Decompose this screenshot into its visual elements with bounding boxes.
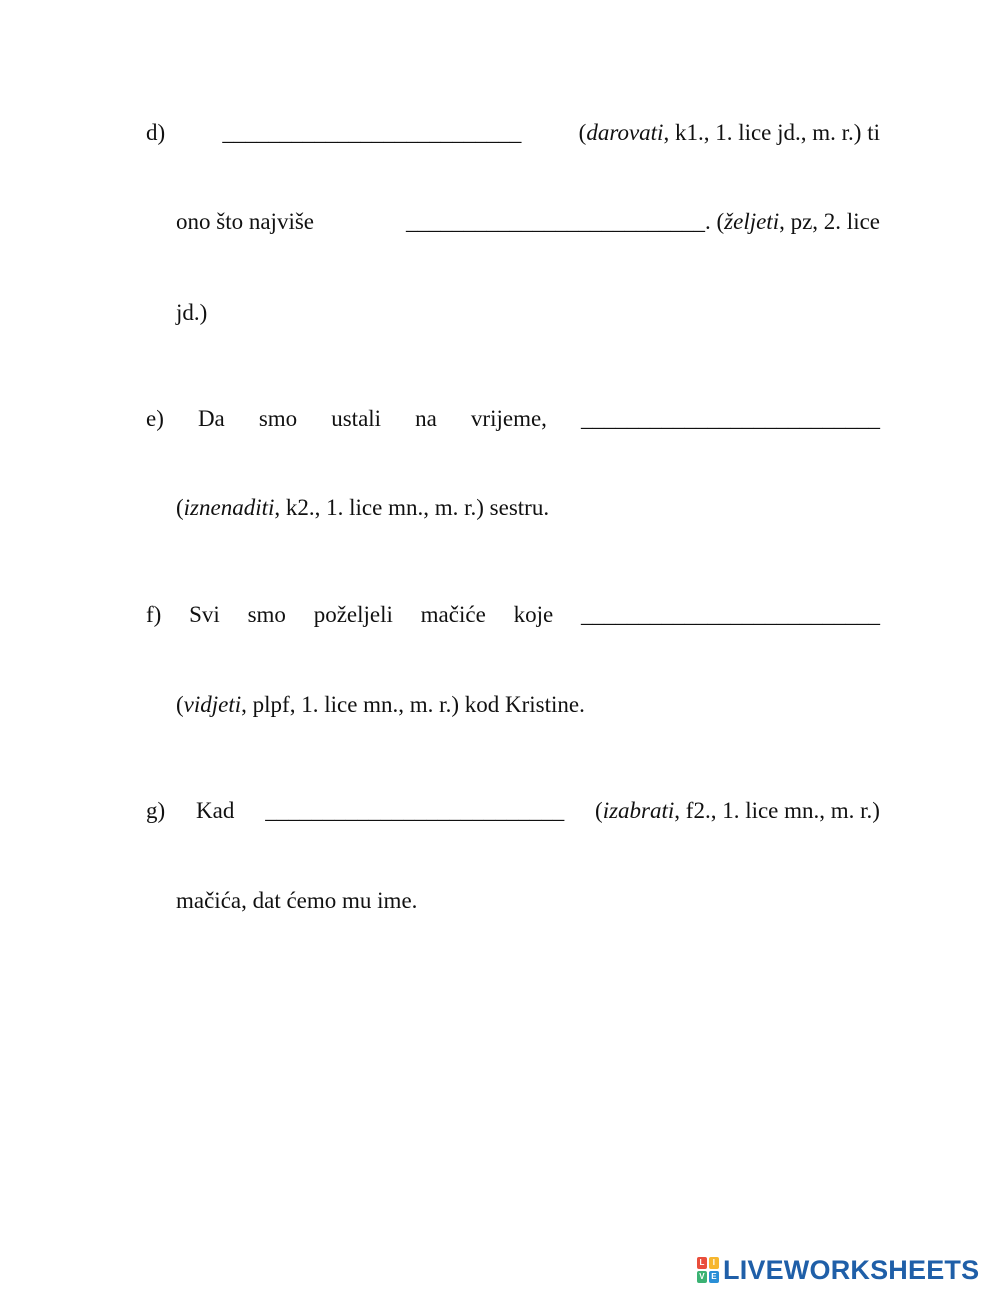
- item-d-blank-2[interactable]: __________________________: [405, 209, 705, 234]
- item-g-marker: g): [146, 798, 166, 823]
- item-d-line-1: [146, 118, 880, 148]
- item-e-word: na: [415, 406, 437, 431]
- item-d-hint-1: (darovati, k1., 1. lice jd., m. r.) ti: [578, 120, 880, 145]
- item-e-word: vrijeme,: [470, 406, 547, 431]
- item-f-line-1: [146, 600, 880, 630]
- item-f-word: Svi: [189, 602, 220, 627]
- item-f-marker: f): [146, 602, 162, 627]
- item-f-word: poželjeli: [313, 602, 393, 627]
- item-f-word: smo: [247, 602, 286, 627]
- logo-squares-icon: L I V E: [697, 1257, 719, 1283]
- item-g-line-2: mačića, dat ćemo mu ime.: [176, 888, 418, 913]
- item-e-word: ustali: [331, 406, 382, 431]
- item-e-line-1: [146, 404, 880, 434]
- item-f-blank[interactable]: __________________________: [580, 602, 880, 627]
- liveworksheets-logo[interactable]: [697, 1256, 979, 1284]
- item-e-word: smo: [258, 406, 298, 431]
- item-e-word: Da: [197, 406, 225, 431]
- item-g-line-1: [146, 796, 880, 826]
- item-d-line-2: [176, 207, 880, 237]
- item-f-verb: vidjeti: [183, 692, 242, 717]
- item-d-marker: d): [146, 120, 166, 145]
- item-d-blank-1[interactable]: __________________________: [222, 120, 522, 145]
- item-f-line-2: (vidjeti, plpf, 1. lice mn., m. r.) kod Kristine.: [176, 692, 585, 717]
- item-e-line-2: (iznenaditi, k2., 1. lice mn., m. r.) sestru.: [176, 495, 550, 520]
- item-d-text: ono što najviše: [176, 209, 314, 234]
- item-e-marker: e): [146, 406, 164, 431]
- item-d-blank-2-group: __________________________. (željeti, pz, 2. lice: [405, 209, 880, 234]
- item-f-word: koje: [513, 602, 554, 627]
- item-g-hint: (izabrati, f2., 1. lice mn., m. r.): [595, 798, 880, 823]
- item-e-blank[interactable]: __________________________: [580, 406, 880, 431]
- item-g-blank[interactable]: __________________________: [265, 798, 565, 823]
- item-f-word: mačiće: [420, 602, 486, 627]
- item-e-verb: iznenaditi: [183, 495, 275, 520]
- item-g-text: Kad: [196, 798, 235, 823]
- brand-name: LIVEWORKSHEETS: [723, 1254, 980, 1285]
- item-d-line-3: jd.): [176, 300, 208, 325]
